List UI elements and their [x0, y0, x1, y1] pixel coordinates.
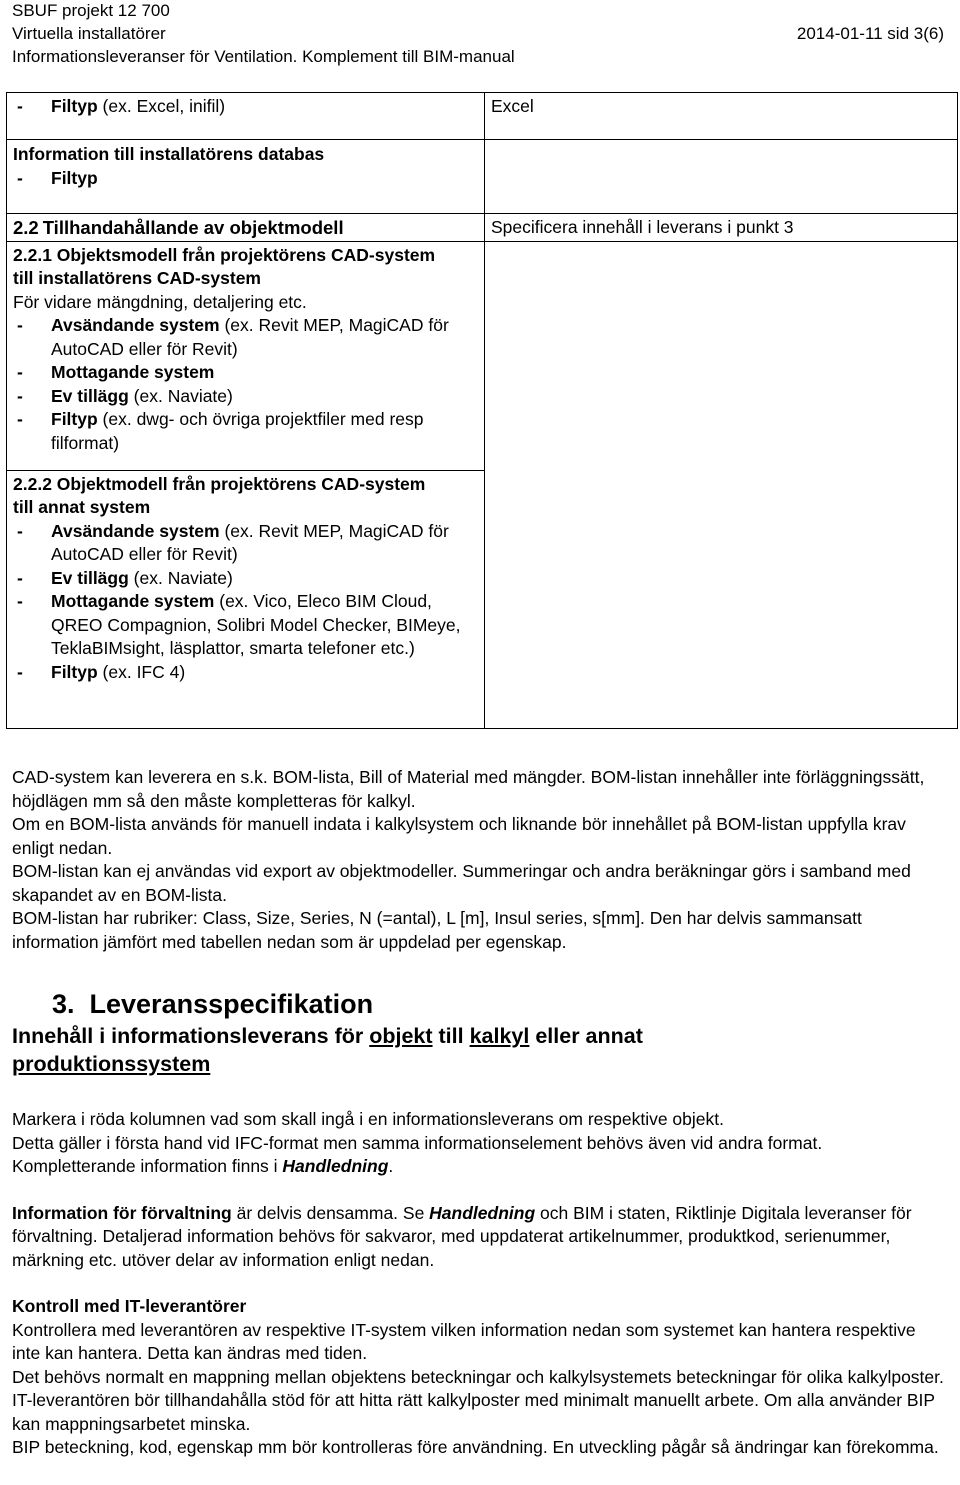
specify-note: Specificera innehåll i leverans i punkt 3 [491, 217, 794, 237]
table-cell [7, 241, 485, 470]
list-item-text: (ex. dwg- och övriga projektfiler med resp filformat) [51, 409, 424, 453]
table-row [7, 214, 958, 242]
bom-paragraph: Om en BOM-lista används för manuell indata i kalkylsystem och liknande bör innehållet på BOM-listan uppfylla krav enligt nedan. [12, 814, 906, 858]
paragraph-text: . [388, 1156, 394, 1176]
it-heading: Kontroll med IT-leverantörer [12, 1296, 247, 1316]
section-title: Tillhandahållande av objektmodell [42, 217, 344, 238]
list-item-label: Avsändande system [51, 315, 220, 335]
header-date-page: 2014-01-11 sid 3(6) [796, 24, 944, 43]
header-project: SBUF projekt 12 700 [12, 1, 170, 20]
table-cell [7, 140, 485, 214]
list-item-label: Filtyp [51, 661, 98, 682]
table-cell [485, 241, 958, 728]
installer-db-heading: Information till installatörens databas [13, 144, 325, 164]
list-item-label: Ev tillägg [51, 567, 129, 588]
list-item-text: (ex. Naviate) [128, 567, 233, 588]
paragraph-text: Detta gäller i första hand vid IFC-format men samma informationselement behövs även vid andra format. Kompletterande information finns i [12, 1132, 823, 1176]
spec-table [6, 92, 958, 729]
paragraph-text: och BIM i staten, Riktlinje Digitala leveranser för förvaltning. Detaljerad information behövs för sakvaror, med uppdaterat artikelnummer, produktkod, serienummer, märkning etc. utöver delar av information enligt nedan. [12, 1202, 912, 1270]
paragraph: Kontrollera med leverantören av respektive IT-system vilken information nedan som systemet kan hantera respektive inte kan hantera. Detta kan ändras med tiden. [12, 1319, 916, 1363]
bom-paragraph: BOM-listan har rubriker: Class, Size, Series, N (=antal), L [m], Insul series, s[mm]. Den har delvis sammansatt information jämfört med tabellen nedan som är uppdelad per egenskap. [12, 908, 862, 952]
subheading-objekt: objekt [369, 1024, 433, 1048]
handledning-ref: Handledning [429, 1202, 536, 1223]
excel-value: Excel [491, 96, 534, 116]
table-row [7, 93, 958, 140]
paragraph [12, 1202, 948, 1273]
list-item-label: Ev tillägg [51, 385, 129, 406]
list-item-text: (ex. IFC 4) [97, 661, 186, 682]
section-3-subheading [12, 1022, 812, 1078]
list-item-label: Filtyp [51, 409, 98, 429]
list-item-text: (ex. Naviate) [128, 385, 233, 406]
bom-paragraph: CAD-system kan leverera en s.k. BOM-lista, Bill of Material med mängder. BOM-listan innehåller inte förläggningssätt, höjdlägen mm så den måste kompletteras för kalkyl. [12, 767, 925, 811]
subsection-221-sub: För vidare mängdning, detaljering etc. [13, 291, 307, 312]
bom-paragraph: BOM-listan kan ej användas vid export av objektmodeller. Summeringar och andra beräkningar görs i samband med skapandet av en BOM-lista. [12, 861, 911, 905]
list-item-text: (ex. Vico, Eleco BIM Cloud, QREO Compagnion, Solibri Model Checker, BIMeye, TeklaBIMsight, läsplattor, smarta telefoner etc.) [51, 591, 461, 658]
table-cell [7, 214, 485, 242]
bom-section [12, 766, 948, 954]
subheading-text: eller annat [529, 1024, 643, 1048]
filetype-label-2: Filtyp [51, 167, 98, 188]
table-cell [7, 93, 485, 140]
paragraph: BIP beteckning, kod, egenskap mm bör kontrolleras före användning. En utveckling pågår så ändringar kan förekomma. [12, 1437, 939, 1457]
handledning-ref: Handledning [282, 1156, 389, 1176]
table-cell [485, 93, 958, 140]
paragraph-text: är delvis densamma. Se [231, 1202, 430, 1223]
filetype-example: (ex. Excel, inifil) [97, 96, 226, 116]
list-item-text: (ex. Revit MEP, MagiCAD för AutoCAD eller för Revit) [51, 315, 449, 359]
header-doc-title: Informationsleveranser för Ventilation. Komplement till BIM-manual [12, 47, 515, 66]
list-item-label: Mottagande system [51, 591, 215, 611]
list-item-text: (ex. Revit MEP, MagiCAD för AutoCAD eller för Revit) [51, 520, 449, 564]
table-cell [7, 470, 485, 728]
table-cell [485, 140, 958, 214]
subheading-kalkyl: kalkyl [469, 1024, 530, 1048]
section-3-heading: 3. Leveransspecifikation [52, 989, 374, 1019]
table-row [7, 140, 958, 214]
filetype-label: Filtyp [51, 96, 98, 116]
section-3-body [12, 1108, 948, 1460]
paragraph [12, 1132, 948, 1179]
table-row [7, 241, 958, 470]
table-cell [485, 214, 958, 242]
subsection-221-title: 2.2.1 Objektsmodell från projektörens CAD-system till installatörens CAD-system [13, 244, 436, 288]
section-number: 2.2 [13, 217, 39, 238]
subheading-produktionssystem: produktionssystem [12, 1052, 211, 1076]
paragraph-bold: Information för förvaltning [12, 1202, 232, 1223]
subheading-text: Innehåll i informationsleverans för [12, 1024, 370, 1048]
paragraph: Markera i röda kolumnen vad som skall ingå i en informationsleverans om respektive objekt. [12, 1109, 724, 1129]
subsection-222-title: 2.2.2 Objektmodell från projektörens CAD-system till annat system [13, 473, 426, 517]
list-item-label: Avsändande system [51, 520, 220, 541]
list-item-label: Mottagande system [51, 362, 215, 382]
subheading-text: till [432, 1024, 470, 1048]
header-subtitle: Virtuella installatörer [12, 24, 166, 43]
paragraph: Det behövs normalt en mappning mellan objektens beteckningar och kalkylsystemets beteckningar för olika kalkylposter. IT-leverantören bör tillhandahålla stöd för att hitta rätt kalkylposter med minimalt manuellt arbete. Om alla använder BIP kan mappningsarbetet minska. [12, 1366, 944, 1434]
